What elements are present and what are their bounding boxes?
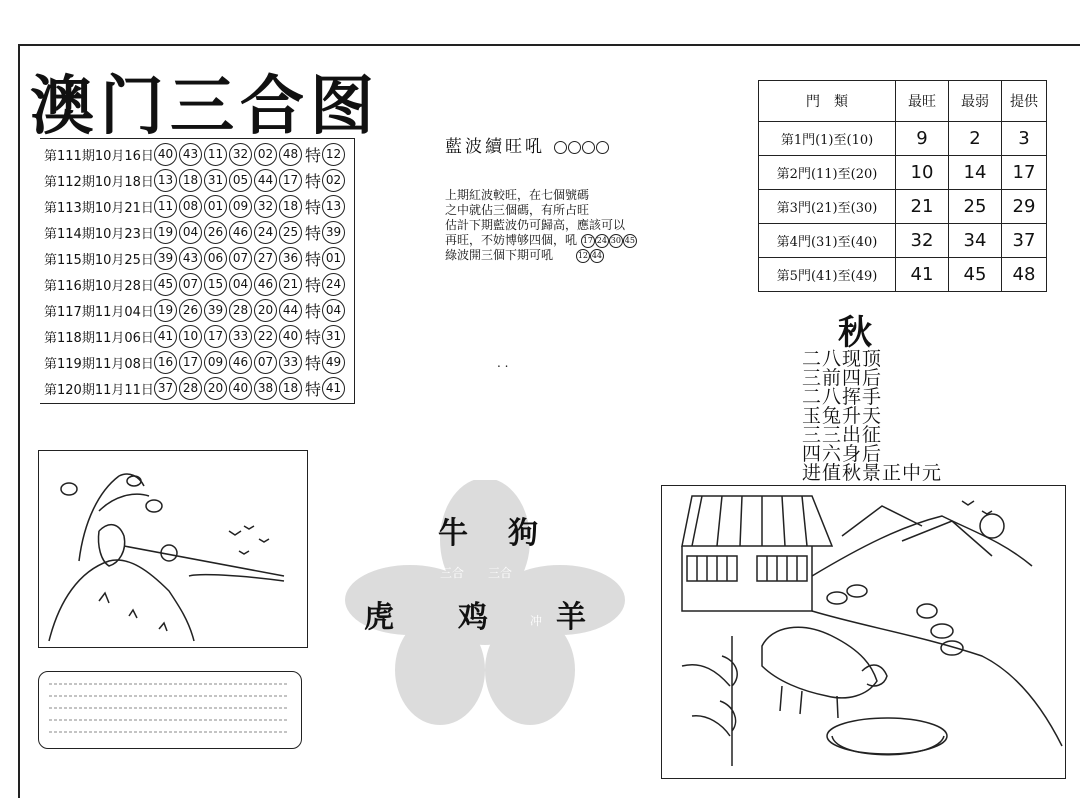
number-ball: 45 xyxy=(154,273,177,296)
record-row xyxy=(44,272,347,296)
gate-label: 第2門(11)至(20) xyxy=(759,156,896,190)
gates-header: 最旺 xyxy=(896,81,949,122)
number-ball: 28 xyxy=(229,299,252,322)
number-ball: 02 xyxy=(254,143,277,166)
number-ball: 44 xyxy=(279,299,302,322)
number-ball: 32 xyxy=(254,195,277,218)
number-ball: 38 xyxy=(254,377,277,400)
record-label: 第116期10月28日 xyxy=(44,278,154,294)
petal-mark: 冲 xyxy=(530,614,543,628)
special-ball: 12 xyxy=(322,143,345,166)
number-ball: 17 xyxy=(179,351,202,374)
record-label: 第111期10月16日 xyxy=(44,148,154,164)
farm-drawing xyxy=(662,486,1065,778)
note-box xyxy=(38,671,302,749)
number-ball: 40 xyxy=(279,325,302,348)
headline-circles xyxy=(553,137,609,157)
gate-value: 37 xyxy=(1002,224,1047,258)
record-label: 第112期10月18日 xyxy=(44,174,154,190)
number-ball: 40 xyxy=(229,377,252,400)
number-ball: 36 xyxy=(279,247,302,270)
stray-dots: . . xyxy=(497,356,509,370)
headline xyxy=(445,132,609,157)
number-ball: 17 xyxy=(204,325,227,348)
results-record xyxy=(40,138,355,404)
gate-value: 41 xyxy=(896,258,949,292)
number-ball: 41 xyxy=(154,325,177,348)
tip-ball: 30 xyxy=(609,234,623,248)
special-ball: 31 xyxy=(322,325,345,348)
number-ball: 19 xyxy=(154,299,177,322)
poem-line: 玉兔升天 xyxy=(802,405,883,427)
special-ball: 01 xyxy=(322,247,345,270)
record-label: 第115期10月25日 xyxy=(44,252,154,268)
special-ball: 24 xyxy=(322,273,345,296)
tip-line-5: 綠波開三個下期可吼 12 44 xyxy=(445,248,602,262)
tip-ball: 17 xyxy=(581,234,595,248)
headline-text: 藍波續旺吼 xyxy=(445,137,545,157)
special-marker: 特 xyxy=(305,223,322,243)
poem-line: 三前四后 xyxy=(802,367,883,389)
gates-header: 最弱 xyxy=(949,81,1002,122)
number-ball: 07 xyxy=(254,351,277,374)
record-label: 第114期10月23日 xyxy=(44,226,154,242)
poem-title: 秋 xyxy=(838,313,872,353)
tip-line-4: 再旺，不妨博够四個，吼 17 24 30 45 xyxy=(445,233,635,247)
poem-line: 进值秋景正中元 xyxy=(802,462,943,484)
gate-value: 3 xyxy=(1002,122,1047,156)
record-label: 第119期11月08日 xyxy=(44,356,154,372)
number-ball: 37 xyxy=(154,377,177,400)
number-ball: 18 xyxy=(179,169,202,192)
special-marker: 特 xyxy=(305,327,322,347)
number-ball: 16 xyxy=(154,351,177,374)
tip-line: 估計下期藍波仍可歸高，應該可以 xyxy=(445,218,626,232)
tip-line: 之中就佔三個碼，有所占旺 xyxy=(445,203,590,217)
number-ball: 04 xyxy=(179,221,202,244)
gate-value: 9 xyxy=(896,122,949,156)
number-ball: 09 xyxy=(229,195,252,218)
number-ball: 43 xyxy=(179,247,202,270)
record-row xyxy=(44,376,347,400)
number-ball: 31 xyxy=(204,169,227,192)
gate-value: 17 xyxy=(1002,156,1047,190)
zodiac-flower xyxy=(340,480,630,734)
number-ball: 39 xyxy=(154,247,177,270)
gate-label: 第3門(21)至(30) xyxy=(759,190,896,224)
gate-label: 第5門(41)至(49) xyxy=(759,258,896,292)
number-ball: 07 xyxy=(179,273,202,296)
gate-label: 第4門(31)至(40) xyxy=(759,224,896,258)
gate-value: 2 xyxy=(949,122,1002,156)
gate-value: 10 xyxy=(896,156,949,190)
number-ball: 18 xyxy=(279,377,302,400)
record-row xyxy=(44,350,347,374)
number-ball: 08 xyxy=(179,195,202,218)
special-marker: 特 xyxy=(305,353,322,373)
number-ball: 09 xyxy=(204,351,227,374)
note-scribbles xyxy=(39,672,301,748)
record-row xyxy=(44,142,347,166)
special-ball: 41 xyxy=(322,377,345,400)
number-ball: 15 xyxy=(204,273,227,296)
number-ball: 46 xyxy=(254,273,277,296)
gate-label: 第1門(1)至(10) xyxy=(759,122,896,156)
number-ball: 24 xyxy=(254,221,277,244)
fisherman-drawing xyxy=(39,451,307,647)
fisherman-illustration xyxy=(38,450,308,648)
gate-value: 32 xyxy=(896,224,949,258)
tip-ball: 44 xyxy=(590,249,604,263)
number-ball: 20 xyxy=(254,299,277,322)
number-ball: 46 xyxy=(229,221,252,244)
special-ball: 02 xyxy=(322,169,345,192)
tip-ball: 45 xyxy=(623,234,637,248)
gate-value: 25 xyxy=(949,190,1002,224)
number-ball: 33 xyxy=(229,325,252,348)
special-marker: 特 xyxy=(305,379,322,399)
number-ball: 27 xyxy=(254,247,277,270)
farm-illustration xyxy=(661,485,1066,779)
number-ball: 17 xyxy=(279,169,302,192)
number-ball: 11 xyxy=(154,195,177,218)
number-ball: 07 xyxy=(229,247,252,270)
gate-value: 29 xyxy=(1002,190,1047,224)
special-ball: 39 xyxy=(322,221,345,244)
special-marker: 特 xyxy=(305,145,322,165)
record-label: 第113期10月21日 xyxy=(44,200,154,216)
number-ball: 28 xyxy=(179,377,202,400)
number-ball: 48 xyxy=(279,143,302,166)
poem-line: 三三出征 xyxy=(802,424,883,446)
number-ball: 05 xyxy=(229,169,252,192)
number-ball: 21 xyxy=(279,273,302,296)
special-ball: 04 xyxy=(322,299,345,322)
special-ball: 49 xyxy=(322,351,345,374)
number-ball: 04 xyxy=(229,273,252,296)
special-marker: 特 xyxy=(305,171,322,191)
number-ball: 39 xyxy=(204,299,227,322)
record-row xyxy=(44,246,347,270)
number-ball: 40 xyxy=(154,143,177,166)
number-ball: 11 xyxy=(204,143,227,166)
gate-value: 34 xyxy=(949,224,1002,258)
number-ball: 22 xyxy=(254,325,277,348)
tip-ball: 24 xyxy=(595,234,609,248)
zodiac-rooster: 鸡 xyxy=(458,600,488,635)
poem xyxy=(802,350,942,483)
poem-line: 二八挥手 xyxy=(802,386,883,408)
number-ball: 44 xyxy=(254,169,277,192)
special-marker: 特 xyxy=(305,197,322,217)
gate-value: 48 xyxy=(1002,258,1047,292)
tip-text xyxy=(445,188,637,263)
zodiac-goat: 羊 xyxy=(556,600,586,635)
number-ball: 32 xyxy=(229,143,252,166)
number-ball: 06 xyxy=(204,247,227,270)
tip-ball: 12 xyxy=(576,249,590,263)
special-marker: 特 xyxy=(305,275,322,295)
page-frame-top xyxy=(18,44,1080,46)
record-row xyxy=(44,220,347,244)
record-label: 第118期11月06日 xyxy=(44,330,154,346)
zodiac-dog: 狗 xyxy=(508,516,538,551)
number-ball: 25 xyxy=(279,221,302,244)
gates-table xyxy=(758,80,1047,292)
number-ball: 13 xyxy=(154,169,177,192)
special-marker: 特 xyxy=(305,249,322,269)
number-ball: 33 xyxy=(279,351,302,374)
number-ball: 19 xyxy=(154,221,177,244)
gates-header: 提供 xyxy=(1002,81,1047,122)
zodiac-ox: 牛 xyxy=(438,516,468,551)
page-title: 澳门三合图 xyxy=(30,70,380,144)
zodiac-tiger: 虎 xyxy=(364,600,394,635)
number-ball: 26 xyxy=(179,299,202,322)
special-marker: 特 xyxy=(305,301,322,321)
number-ball: 43 xyxy=(179,143,202,166)
record-row xyxy=(44,194,347,218)
number-ball: 10 xyxy=(179,325,202,348)
record-row xyxy=(44,168,347,192)
number-ball: 46 xyxy=(229,351,252,374)
record-label: 第117期11月04日 xyxy=(44,304,154,320)
petal-mark: 三合 xyxy=(488,566,513,580)
record-row xyxy=(44,298,347,322)
number-ball: 26 xyxy=(204,221,227,244)
number-ball: 20 xyxy=(204,377,227,400)
poem-line: 二八现顶 xyxy=(802,348,883,370)
record-row xyxy=(44,324,347,348)
page-frame-left xyxy=(18,44,20,798)
gate-value: 21 xyxy=(896,190,949,224)
gate-value: 45 xyxy=(949,258,1002,292)
poem-line: 四六身后 xyxy=(802,443,883,465)
tip-line: 上期紅波較旺，在七個號碼 xyxy=(445,188,590,202)
special-ball: 13 xyxy=(322,195,345,218)
gates-header: 門 類 xyxy=(759,81,896,122)
record-label: 第120期11月11日 xyxy=(44,382,154,398)
number-ball: 01 xyxy=(204,195,227,218)
gate-value: 14 xyxy=(949,156,1002,190)
number-ball: 18 xyxy=(279,195,302,218)
petal-mark: 三合 xyxy=(440,566,465,580)
